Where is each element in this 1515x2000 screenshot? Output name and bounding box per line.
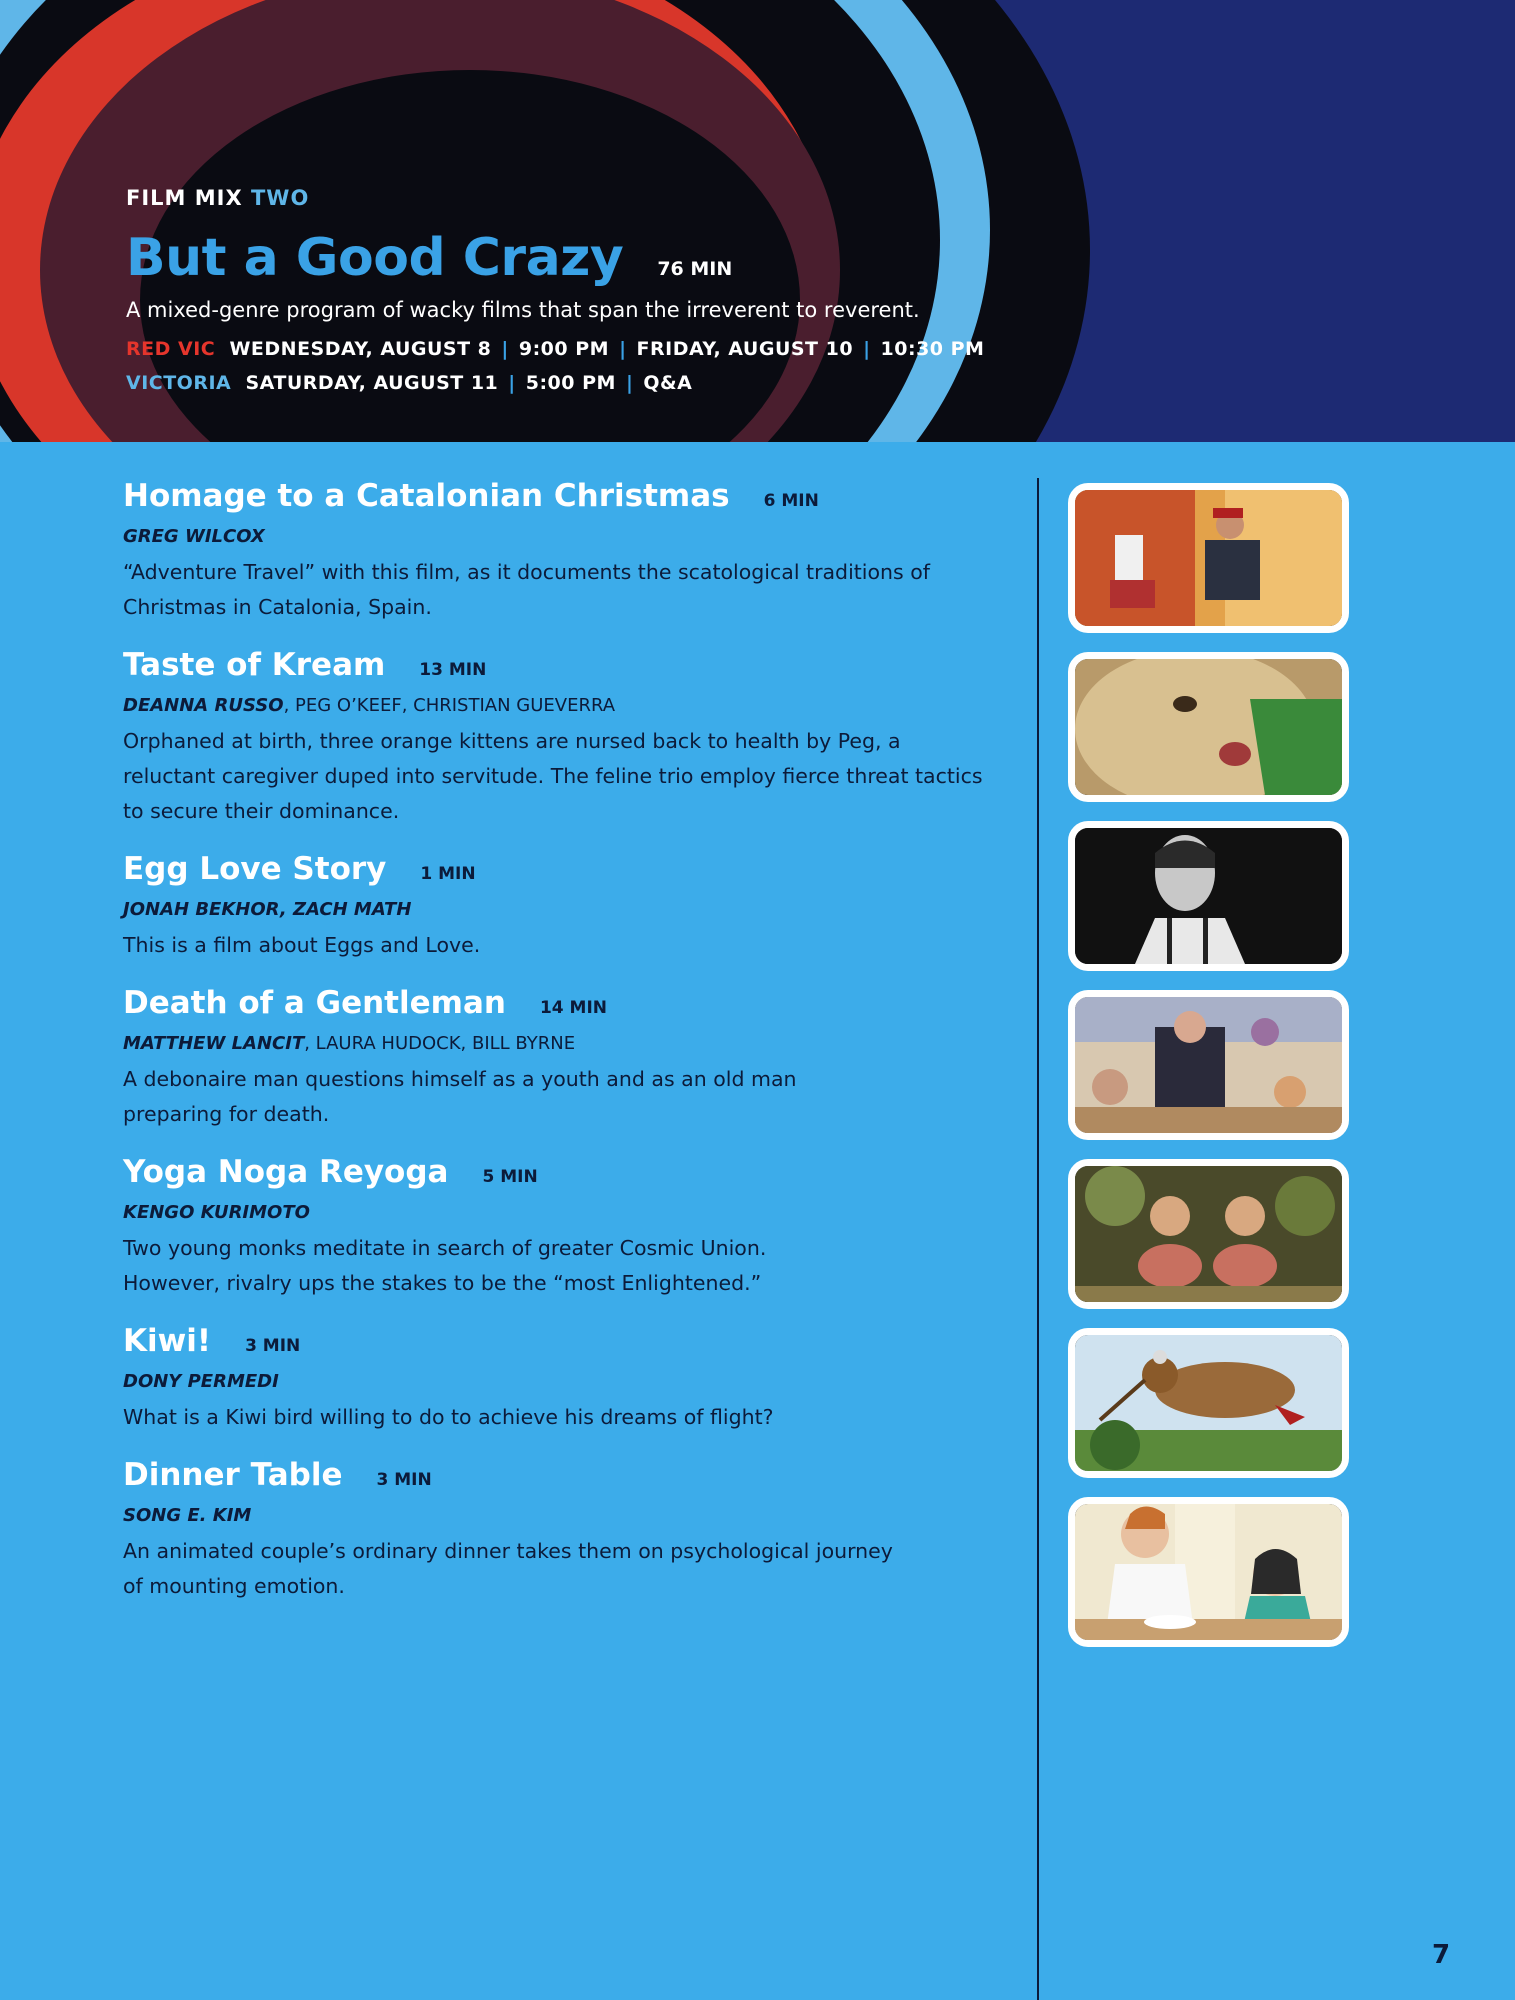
film-duration: 5 MIN xyxy=(482,1167,538,1187)
film-duration: 6 MIN xyxy=(763,491,819,511)
director-name: MATTHEW LANCIT xyxy=(123,1033,305,1054)
film-duration: 3 MIN xyxy=(376,1470,432,1490)
film-description: This is a film about Eggs and Love. xyxy=(123,933,481,957)
film-entry xyxy=(123,851,1023,963)
screening-extra: Q&A xyxy=(643,372,693,394)
film-credits xyxy=(123,1033,1023,1054)
film-still-egg-love-story xyxy=(1068,821,1349,971)
film-title: Egg Love Story xyxy=(123,851,387,887)
film-list xyxy=(123,478,1023,1626)
venue-name: VICTORIA xyxy=(126,372,232,394)
film-description: Orphaned at birth, three orange kittens are nursed back to health by Peg, a reluctant caregiver duped into servitude. The feline trio employ fierce threat tactics to secure their dominance. xyxy=(123,729,983,823)
film-entry xyxy=(123,647,1023,829)
program-description: A mixed-genre program of wacky films that span the irreverent to reverent. xyxy=(126,298,920,322)
film-still-dinner-table xyxy=(1068,1497,1349,1647)
film-stills-column xyxy=(1068,483,1350,1666)
schedule-row-victoria: VICTORIA SATURDAY, AUGUST 11 | 5:00 PM | Q&A xyxy=(126,372,693,394)
film-description: An animated couple’s ordinary dinner takes them on psychological journey of mounting emotion. xyxy=(123,1539,893,1598)
film-description: Two young monks meditate in search of greater Cosmic Union. However, rivalry ups the stakes to be the “most Enlightened.” xyxy=(123,1236,767,1295)
director-name: DONY PERMEDI xyxy=(123,1371,279,1392)
mix-label-text: FILM MIX xyxy=(126,186,243,210)
screening-time: 10:30 PM xyxy=(880,338,985,360)
film-title: Taste of Kream xyxy=(123,647,386,683)
film-duration: 1 MIN xyxy=(420,864,476,884)
co-credits: , LAURA HUDOCK, BILL BYRNE xyxy=(304,1033,576,1054)
mix-number: TWO xyxy=(250,186,310,210)
screening-date: FRIDAY, AUGUST 10 xyxy=(636,338,854,360)
program-header xyxy=(0,0,1515,442)
film-credits xyxy=(123,899,1023,920)
schedule-row-red-vic: RED VIC WEDNESDAY, AUGUST 8 | 9:00 PM | FRIDAY, AUGUST 10 | 10:30 PM xyxy=(126,338,985,360)
film-entry xyxy=(123,1457,1023,1604)
film-description: A debonaire man questions himself as a youth and as an old man preparing for death. xyxy=(123,1067,797,1126)
film-credits xyxy=(123,1371,1023,1392)
co-credits: , PEG O’KEEF, CHRISTIAN GUEVERRA xyxy=(283,695,616,716)
film-duration: 14 MIN xyxy=(539,998,607,1018)
venue-name: RED VIC xyxy=(126,338,216,360)
film-credits xyxy=(123,1505,1023,1526)
screening-date: SATURDAY, AUGUST 11 xyxy=(245,372,499,394)
screening-time: 9:00 PM xyxy=(518,338,610,360)
film-credits xyxy=(123,695,1023,716)
film-still-yoga-noga-reyoga xyxy=(1068,1159,1349,1309)
film-mix-label xyxy=(126,186,1426,210)
film-still-death-of-a-gentleman xyxy=(1068,990,1349,1140)
film-credits xyxy=(123,526,1023,547)
film-entry xyxy=(123,1154,1023,1301)
film-title: Homage to a Catalonian Christmas xyxy=(123,478,730,514)
film-still-taste-of-kream xyxy=(1068,652,1349,802)
film-description: What is a Kiwi bird willing to do to achieve his dreams of flight? xyxy=(123,1405,774,1429)
program-title: But a Good Crazy xyxy=(126,228,624,288)
film-still-catalonian-christmas xyxy=(1068,483,1349,633)
film-title: Dinner Table xyxy=(123,1457,343,1493)
film-duration: 13 MIN xyxy=(419,660,487,680)
film-credits xyxy=(123,1202,1023,1223)
page-number: 7 xyxy=(1432,1940,1451,1970)
film-title: Kiwi! xyxy=(123,1323,212,1359)
film-description: “Adventure Travel” with this film, as it documents the scatological traditions of Christmas in Catalonia, Spain. xyxy=(123,560,930,619)
column-divider xyxy=(1037,478,1039,2000)
director-name: DEANNA RUSSO xyxy=(123,695,284,716)
film-title: Death of a Gentleman xyxy=(123,985,506,1021)
film-entry xyxy=(123,478,1023,625)
film-entry xyxy=(123,1323,1023,1435)
film-title: Yoga Noga Reyoga xyxy=(123,1154,449,1190)
film-still-kiwi xyxy=(1068,1328,1349,1478)
director-name: JONAH BEKHOR, ZACH MATH xyxy=(123,899,412,920)
film-entry xyxy=(123,985,1023,1132)
screening-time: 5:00 PM xyxy=(525,372,616,394)
screening-date: WEDNESDAY, AUGUST 8 xyxy=(229,338,492,360)
director-name: SONG E. KIM xyxy=(123,1505,252,1526)
program-duration: 76 MIN xyxy=(657,258,733,280)
director-name: GREG WILCOX xyxy=(123,526,265,547)
film-duration: 3 MIN xyxy=(245,1336,301,1356)
director-name: KENGO KURIMOTO xyxy=(123,1202,310,1223)
